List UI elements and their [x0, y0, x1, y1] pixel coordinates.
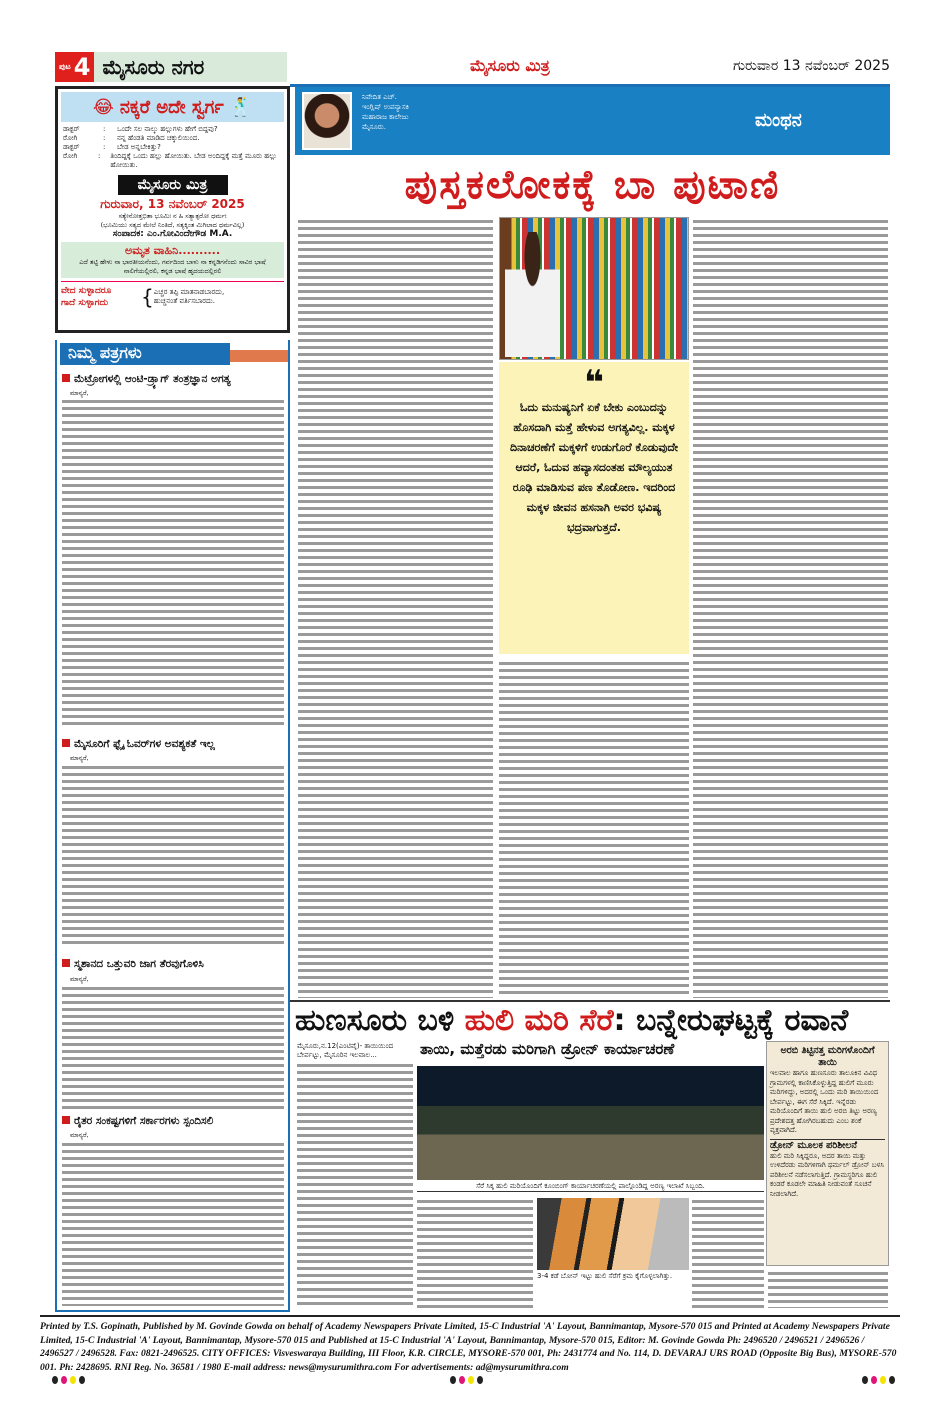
page-label: ಪುಟ	[59, 62, 71, 71]
letter-title: ರೈತರ ಸಂಕಷ್ಟಗಳಿಗೆ ಸರ್ಕಾರಗಳು ಸ್ಪಂದಿಸಲಿ	[62, 1115, 287, 1128]
salutation: ಮಾನ್ಯರೆ,	[70, 1131, 89, 1139]
article-body-text	[298, 218, 493, 998]
pull-quote	[499, 362, 689, 654]
proverb-meaning: ಹುಚ್ಚನಂತೆ ವರ್ತಿಸಬಾರದು.	[153, 297, 215, 305]
registration-marks	[862, 1376, 895, 1384]
joke-dialogue: ಡಾಕ್ಟರ್ : ಒಂದೇ ಸಲ ನಾಲ್ಕು ಹಲ್ಲುಗಳು ಹೇಗೆ ಬಿದ್ದವು? ರೋಗಿ : ನನ್ನ ಹೆಂಡತಿ ಮಾಡಿದ ಚಕ್ಕುಲಿಯಿಂದ. ಡಾಕ್ಟರ್ : ಬೇಡ ಅನ್ನಬೇಕಿತ್ತು? ರೋಗಿ : ತಿಂದಿದ್ದಕ್ಕೆ ಒಂದು ಹಲ್ಲು ಹೋಯಿತು. ಬೇಡ ಅಂದಿದ್ದಕ್ಕೆ ಮತ್ತೆ ಮೂರು ಹಲ್ಲು ಹೋಯಿತು.	[63, 125, 282, 170]
issue-date: ಗುರುವಾರ 13 ನವೆಂಬರ್ 2025	[733, 58, 890, 74]
author-role: ಇಂಗ್ಲಿಷ್ ಉಪನ್ಯಾಸಕಿ	[362, 103, 409, 111]
forest-staff-photo	[417, 1066, 764, 1180]
page-section-header	[55, 52, 287, 82]
headline-part: : ಬನ್ನೇರುಘಟ್ಟಕ್ಕೆ ರವಾನೆ	[613, 1003, 849, 1038]
dancing-man-icon: 🕺	[229, 96, 253, 118]
article-headline: ಪುಸ್ತಕಲೋಕಕ್ಕೆ ಬಾ ಪುಟಾಣಿ	[404, 162, 781, 208]
letter-body-text	[62, 398, 284, 726]
letter-body-text	[62, 985, 284, 1110]
author-photo	[302, 92, 352, 150]
headline-part: ಹುಣಸೂರು ಬಳಿ	[295, 1003, 465, 1038]
story-sidebar	[766, 1041, 889, 1266]
page-number-badge	[55, 52, 94, 82]
speaker: ರೋಗಿ	[63, 152, 78, 160]
story-body-text	[297, 1062, 413, 1307]
quote-mark-icon: ❝	[584, 363, 604, 403]
author-byline	[362, 92, 409, 132]
author-college: ಮಹಾರಾಜ ಕಾಲೇಜು	[362, 113, 409, 121]
story-body-text	[768, 1270, 888, 1308]
amrutha-text: ಎದೆ ತಟ್ಟಿ ಹೇಳು ನಾ ಭಾರತೀಯನೆಂದು, ಗರ್ವದಿಂದ ಬಾಳು ನಾ ಕನ್ನಡಿಗನೆಂದು ಸಾವಿರ ಭಾಷೆ ನಾಲಿಗೆಯಲ್ಲಿರಲಿ, ಕನ್ನಡ ಭಾಷೆ ಹೃದಯದಲ್ಲಿರಲಿ	[79, 258, 266, 275]
masthead-logo: ಮೈಸೂರು ಮಿತ್ರ	[470, 56, 550, 75]
salutation: ಮಾನ್ಯರೆ,	[70, 389, 89, 397]
heading-accent	[230, 350, 288, 362]
speaker: ರೋಗಿ	[63, 134, 78, 142]
proverb-line: ವೇದ ಸುಳ್ಳಾದರೂ	[61, 286, 112, 296]
author-city: ಮೈಸೂರು.	[362, 123, 387, 131]
sidebar-title: ಡ್ರೋನ್ ಮೂಲಕ ಪರಿಶೀಲನೆ	[770, 1139, 885, 1152]
proverb-line: ಗಾದೆ ಸುಳ್ಳಾಗದು	[61, 298, 109, 308]
line: ಬೇಡ ಅನ್ನಬೇಕಿತ್ತು?	[117, 143, 161, 151]
quote-text: ಓದು ಮನುಷ್ಯನಿಗೆ ಏಕೆ ಬೇಕು ಎಂಬುದನ್ನು ಹೊಸದಾಗಿ ಮತ್ತೆ ಹೇಳುವ ಅಗತ್ಯವಿಲ್ಲ. ಮಕ್ಕಳ ದಿನಾಚರಣೆಗೆ ಮಕ್ಕಳಿಗೆ ಉಡುಗೊರೆ ಕೊಡುವುದೇ ಆದರೆ, ಓದುವ ಹವ್ಯಾಸದಂತಹ ಮೌಲ್ಯಯುತ ರೂಢಿ ಮಾಡಿಸುವ ಪಣ ತೊಡೋಣ. ಇದರಿಂದ ಮಕ್ಕಳ ಜೀವನ ಹಸನಾಗಿ ಅವರ ಭವಿಷ್ಯ ಭದ್ರವಾಗುತ್ತದೆ.	[509, 401, 679, 534]
amrutha-title: ಅಮೃತ ವಾಹಿನಿ..........	[124, 244, 221, 257]
page-number: 4	[73, 53, 91, 81]
headline-highlight: ಹುಲಿ ಮರಿ ಸೆರೆ	[464, 1003, 614, 1038]
letter-title: ಸ್ಮಶಾನದ ಒತ್ತುವರಿ ಜಾಗ ತೆರವುಗೊಳಿಸಿ	[62, 958, 287, 971]
story-body-text	[692, 1198, 764, 1308]
sidebar-title: ಅರಬಿ ತಿಟ್ಟಿನತ್ತ ಮರಿಗಳೊಂದಿಗೆ ತಾಯಿ	[780, 1045, 875, 1068]
joke-masthead-box	[55, 86, 290, 333]
tiger-subheadline: ತಾಯಿ, ಮತ್ತೆರಡು ಮರಿಗಾಗಿ ಡ್ರೋನ್ ಕಾರ್ಯಾಚರಣೆ	[420, 1040, 675, 1058]
section-title: ಮೈಸೂರು ನಗರ	[102, 55, 205, 79]
line: ಒಂದೇ ಸಲ ನಾಲ್ಕು ಹಲ್ಲುಗಳು ಹೇಗೆ ಬಿದ್ದವು?	[117, 125, 218, 133]
dateline: ಮೈಸೂರು,ನ.12(ಎಂಟಿವೈ)- ತಾಯಿಯಿಂದ ಬೇರ್ಪಟ್ಟು, ಮೈಸೂರಿನ ಇಲವಾಲ...	[297, 1042, 394, 1059]
column-name: ಮಂಥನ	[755, 110, 802, 131]
author-name: ನಿವೇದಿತ ಎಚ್.	[362, 93, 397, 101]
proverb: ವೇದ ಸುಳ್ಳಾದರೂ ಗಾದೆ ಸುಳ್ಳಾಗದು { ಎಚ್ಚರ ತಪ್ಪಿ ಮಾತನಾಡಬಾರದು, ಹುಚ್ಚನಂತೆ ವರ್ತಿಸಬಾರದು.	[61, 281, 284, 309]
joke-header	[61, 92, 284, 122]
letters-heading: ನಿಮ್ಮ ಪತ್ರಗಳು	[60, 343, 230, 365]
proverb-meaning: ಎಚ್ಚರ ತಪ್ಪಿ ಮಾತನಾಡಬಾರದು,	[153, 288, 225, 296]
child-photo	[505, 232, 560, 357]
letter-body-text	[62, 764, 284, 944]
photo-caption: ಸೆರೆ ಸಿಕ್ಕ ಹುಲಿ ಮರಿಯೊಂದಿಗೆ ಕೂಂಬಿಂಗ್ ಕಾರ್ಯಾಚರಣೆಯಲ್ಲಿ ಪಾಲ್ಗೊಂಡಿದ್ದ ಅರಣ್ಯ ಇಲಾಖೆ ಸಿಬ್ಬಂದಿ.	[417, 1182, 764, 1192]
tiger-headline	[295, 1003, 890, 1038]
editor-credit: ಸಂಪಾದಕ: ಎಂ.ಗೋವಿಂದೇಗೌಡ M.A.	[112, 229, 233, 239]
newspaper-logo: ಮೈಸೂರು ಮಿತ್ರ	[118, 175, 228, 195]
box-date: ಗುರುವಾರ, 13 ನವೆಂಬರ್ 2025	[100, 197, 245, 211]
laughing-face-icon: 😂	[92, 96, 114, 118]
speaker: ಡಾಕ್ಟರ್	[63, 125, 80, 133]
tiger-photo-caption: 3-4 ಕಡೆ ಬೋನ್ ಇಟ್ಟು ಹುಲಿ ಸೆರೆಗೆ ಕ್ರಮ ಕೈಗೊಳ್ಳಲಾಗಿತ್ತು.	[537, 1272, 673, 1280]
article-body-text	[693, 218, 888, 998]
letter-body-text	[62, 1141, 284, 1306]
amrutha-vahini	[61, 242, 284, 278]
letter-title: ಮೆಟ್ರೋಗಳಲ್ಲಿ ಆಂಟಿ-ಡ್ರ್ಯಾಗ್ ತಂತ್ರಜ್ಞಾನ ಅಗತ್ಯ	[62, 373, 287, 386]
section-divider	[290, 1000, 890, 1002]
tiger-cub-photo	[537, 1198, 689, 1270]
motto-translation: (ಭೂಮಿಯು ಸತ್ಯದ ಮೇಲೆ ನಿಂತಿದೆ, ಸತ್ಯಕ್ಕಿಂತ ಮಿಗಿಲಾದ ಧರ್ಮವಿಲ್ಲ)	[100, 221, 245, 229]
sidebar-text: ಇಲವಾಲ ಹಾಗೂ ಹುಣಸೂರು ತಾಲೂಕಿನ ವಿವಿಧ ಗ್ರಾಮಗಳಲ್ಲಿ ಕಾಣಿಸಿಕೊಳ್ಳುತ್ತಿದ್ದ ಹುಲಿಗೆ ಮೂರು ಮರಿಗಳಿದ್ದು, ಅದರಲ್ಲಿ ಒಂದು ಮರಿ ತಾಯಿಯಿಂದ ಬೇರ್ಪಟ್ಟು, ಈಗ ಸೆರೆ ಸಿಕ್ಕಿದೆ. ಇನ್ನೆರಡು ಮರಿಯೊಂದಿಗೆ ತಾಯಿ ಹುಲಿ ಅರಬಿ ತಿಟ್ಟು ಅರಣ್ಯ ಪ್ರದೇಶದತ್ತ ಹೋಗಿರಬಹುದು ಎಂಬ ಶಂಕೆ ವ್ಯಕ್ತವಾಗಿದೆ.	[770, 1069, 879, 1134]
story-body-text	[417, 1198, 533, 1308]
motto: ಸತ್ಯೇನೋತ್ತಭಿತಾ ಭೂಮಿಃ ನ ಹಿ ಸತ್ಯಾತ್ಪರೋ ಧರ್ಮಃ	[118, 212, 227, 220]
joke-title: ನಕ್ಕರೆ ಅದೇ ಸ್ವರ್ಗ	[119, 96, 224, 118]
sidebar-text: ಹುಲಿ ಮರಿ ಸಿಕ್ಕಿದ್ದರೂ, ಅದರ ತಾಯಿ ಮತ್ತು ಉಳಿದೆರಡು ಮರಿಗಳಿಗಾಗಿ ಥರ್ಮಲ್ ಡ್ರೋನ್ ಬಳಸಿ ಪರಿಶೀಲನೆ ನಡೆಸಲಾಗುತ್ತಿದೆ. ಗ್ರಾಮಸ್ಥರಿಗೂ ಹುಲಿ ಕಂಡರೆ ಕೂಡಲೇ ಮಾಹಿತಿ ನೀಡುವಂತೆ ಸೂಚನೆ ನೀಡಲಾಗಿದೆ.	[770, 1151, 884, 1198]
article-body-text	[499, 660, 689, 998]
speaker: ಡಾಕ್ಟರ್	[63, 143, 80, 151]
line: ನನ್ನ ಹೆಂಡತಿ ಮಾಡಿದ ಚಕ್ಕುಲಿಯಿಂದ.	[117, 134, 200, 142]
salutation: ಮಾನ್ಯರೆ,	[70, 754, 89, 762]
letter-title: ಮೈಸೂರಿಗೆ ಫ್ಲೈ ಓವರ್‌ಗಳ ಅವಶ್ಯಕತೆ ಇಲ್ಲ	[62, 738, 287, 751]
print-imprint: Printed by T.S. Gopinath, Published by M. Govinde Gowda on behalf of Academy Newspapers Private Limited, 15-C Industrial 'A' Layout, Bannimantap, Mysore-570 015 and Printed at Academy Newspapers Private Limited, 15-C Industrial 'A' Layout, Bannimantap, Mysore-570 015 and Published at 15-C Industrial 'A' Layout, Bannimantap, Mysore-570 015, Editor: M. Govinde Gowda Ph: 2496520 / 2496521 / 2496526 / 2496527 / 2496528. Fax: 0821-2496525. CITY OFFICES: Visveswaraya Building, III Floor, K.R. CIRCLE, MYSORE-570 001, Ph: 2431774 and No. 114, D. DEVARAJ URS ROAD (Opposite Big Bus), MYSORE-570 001. Ph: 2428695. RNI Reg. No. 36581 / 1980 E-mail address: news@mysurumithra.com For advertisements: ad@mysurumithra.com	[40, 1315, 900, 1374]
line: ತಿಂದಿದ್ದಕ್ಕೆ ಒಂದು ಹಲ್ಲು ಹೋಯಿತು. ಬೇಡ ಅಂದಿದ್ದಕ್ಕೆ ಮತ್ತೆ ಮೂರು ಹಲ್ಲು ಹೋಯಿತು.	[110, 152, 277, 169]
registration-marks	[450, 1376, 483, 1384]
salutation: ಮಾನ್ಯರೆ,	[70, 975, 89, 983]
registration-marks	[52, 1376, 85, 1384]
